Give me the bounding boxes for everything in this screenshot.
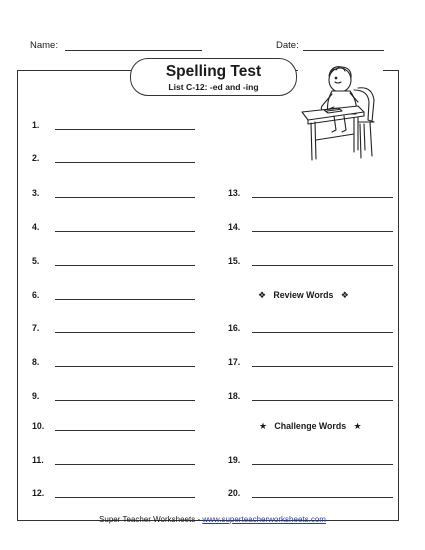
list-item [228,455,394,469]
date-label: Date: [276,40,299,51]
answer-line[interactable] [55,366,195,367]
list-item [228,188,394,202]
answer-line[interactable] [252,366,393,367]
list-item [228,222,394,236]
item-number: 10. [32,421,45,431]
footer [0,515,425,524]
answer-line[interactable] [252,497,393,498]
answer-line[interactable] [55,430,195,431]
list-item [32,120,202,134]
item-number: 19. [228,455,241,465]
answer-line[interactable] [252,332,393,333]
answer-line[interactable] [55,497,195,498]
title-box [130,58,297,96]
list-item [32,256,202,270]
list-item [32,488,202,502]
item-number: 6. [32,290,40,300]
item-number: 16. [228,323,241,333]
date-field[interactable] [303,50,384,51]
answer-line[interactable] [252,400,393,401]
list-item [32,290,202,304]
answer-line[interactable] [252,197,393,198]
item-number: 3. [32,188,40,198]
answer-line[interactable] [55,400,195,401]
answer-line[interactable] [55,162,195,163]
star-icon: ★ [259,421,268,431]
footer-link[interactable]: www.superteacherworksheets.com [202,515,326,524]
answer-line[interactable] [55,231,195,232]
item-number: 12. [32,488,45,498]
answer-line[interactable] [55,197,195,198]
list-item [32,153,202,167]
list-subtitle: List C-12: -ed and -ing [168,82,259,92]
footer-text: Super Teacher Worksheets - [99,515,203,524]
list-item [228,256,394,270]
list-item [32,455,202,469]
answer-line[interactable] [252,464,393,465]
item-number: 18. [228,391,241,401]
answer-line[interactable] [55,332,195,333]
item-number: 11. [32,455,44,465]
list-item [228,357,394,371]
challenge-words-label: Challenge Words [274,421,347,431]
item-number: 15. [228,256,241,266]
list-item [32,391,202,405]
list-item [228,488,394,502]
item-number: 17. [228,357,241,367]
name-field[interactable] [65,50,202,51]
item-number: 5. [32,256,40,266]
list-item [228,323,394,337]
item-number: 7. [32,323,40,333]
name-label: Name: [30,40,58,51]
review-words-label: Review Words [273,290,334,300]
list-item [32,222,202,236]
item-number: 8. [32,357,40,367]
list-item [32,357,202,371]
review-words-heading [258,290,349,301]
page-title: Spelling Test [165,63,262,80]
item-number: 2. [32,153,40,163]
star-icon: ★ [353,421,362,431]
diamond-icon: ❖ [258,290,267,300]
answer-line[interactable] [252,265,393,266]
answer-line[interactable] [55,265,195,266]
challenge-words-heading [259,421,362,432]
answer-line[interactable] [55,299,195,300]
item-number: 13. [228,188,241,198]
answer-line[interactable] [55,129,195,130]
item-number: 4. [32,222,40,232]
item-number: 1. [32,120,40,130]
list-item [32,323,202,337]
answer-line[interactable] [252,231,393,232]
item-number: 14. [228,222,241,232]
student-at-desk-icon [298,60,383,170]
diamond-icon: ❖ [340,290,349,300]
list-item [228,391,394,405]
item-number: 20. [228,488,241,498]
item-number: 9. [32,391,40,401]
answer-line[interactable] [55,464,195,465]
list-item [32,188,202,202]
list-item [32,421,202,435]
